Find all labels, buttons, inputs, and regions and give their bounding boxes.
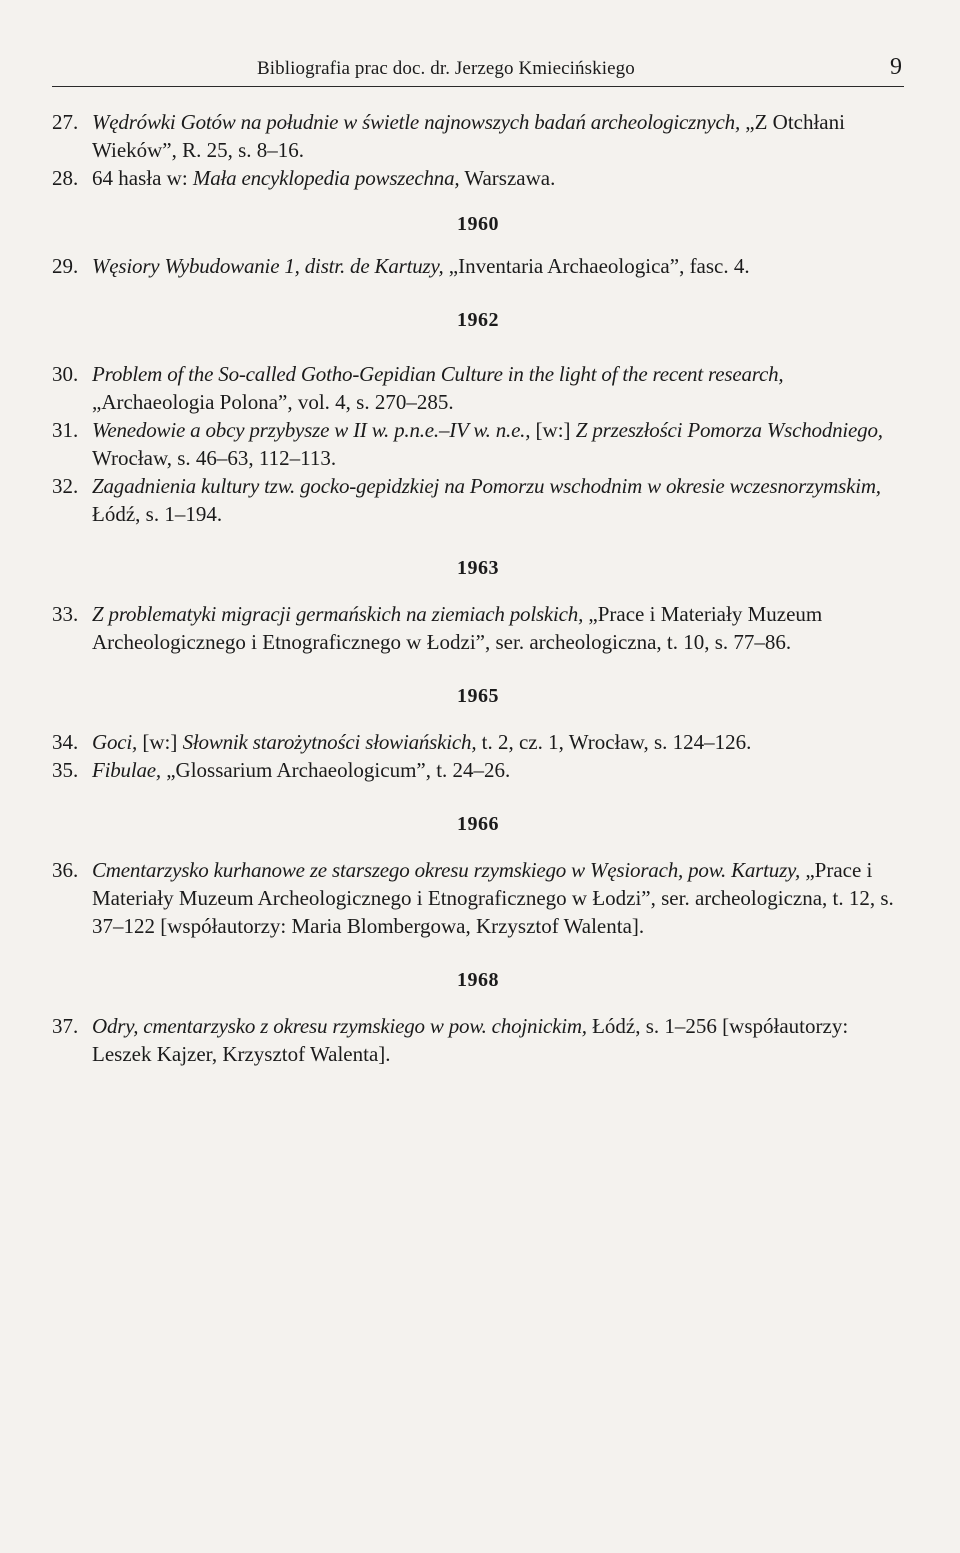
entry-details: „Z Otchłani Wieków”, R. 25, s. 8–16. bbox=[92, 110, 845, 162]
entry-title-secondary: Z przeszłości Pomorza Wschodniego, bbox=[575, 418, 883, 442]
entry-title: Odry, cmentarzysko z okresu rzymskiego w pow. chojnickim, bbox=[92, 1014, 587, 1038]
entry-title-secondary: Słownik starożytności słowiańskich, bbox=[182, 730, 477, 754]
entry-title: Fibulae, bbox=[92, 758, 161, 782]
entry-details-secondary: t. 2, cz. 1, Wrocław, s. 124–126. bbox=[476, 730, 752, 754]
entry-prefix: 64 hasła w: bbox=[92, 166, 193, 190]
entry-number: 34. bbox=[52, 730, 79, 754]
year-heading-1965: 1965 bbox=[457, 685, 499, 707]
bibliography-entry-32 bbox=[52, 472, 904, 528]
entry-title: Goci, bbox=[92, 730, 138, 754]
entry-number: 27. bbox=[52, 110, 79, 134]
entry-number: 32. bbox=[52, 474, 79, 498]
entry-number: 37. bbox=[52, 1014, 79, 1038]
entry-details: „Inventaria Archaeologica”, fasc. 4. bbox=[443, 254, 750, 278]
entry-title: Wenedowie a obcy przybysze w II w. p.n.e.–IV w. n.e., bbox=[92, 418, 531, 442]
bibliography-entry-33 bbox=[52, 600, 904, 656]
entry-title: Zagadnienia kultury tzw. gocko-gepidzkiej na Pomorzu wschodnim w okresie wczesnorzymskim, bbox=[92, 474, 881, 498]
entry-title: Węsiory Wybudowanie 1, distr. de Kartuzy, bbox=[92, 254, 444, 278]
entry-number: 31. bbox=[52, 418, 79, 442]
entry-details: Łódź, s. 1–256 [współautorzy: Leszek Kajzer, Krzysztof Walenta]. bbox=[92, 1014, 849, 1066]
bibliography-entry-37 bbox=[52, 1012, 904, 1068]
year-heading-1960: 1960 bbox=[457, 213, 499, 235]
entry-title: Mała encyklopedia powszechna, bbox=[192, 166, 460, 190]
entry-number: 28. bbox=[52, 166, 79, 190]
bibliography-entry-36 bbox=[52, 856, 904, 940]
page-number: 9 bbox=[890, 54, 902, 80]
bibliography-entry-27 bbox=[52, 108, 904, 164]
entry-details: „Prace i Materiały Muzeum Archeologicznego i Etnograficznego w Łodzi”, ser. archeologiczna, t. 12, s. 37–122 [współautorzy: Maria Blombergowa, Krzysztof Walenta]. bbox=[92, 858, 894, 938]
entry-number: 29. bbox=[52, 254, 79, 278]
year-heading-1963: 1963 bbox=[457, 557, 499, 579]
bibliography-entry-29 bbox=[52, 252, 904, 280]
year-heading-1966: 1966 bbox=[457, 813, 499, 835]
bibliography-entry-31 bbox=[52, 416, 904, 472]
entry-details: „Glossarium Archaeologicum”, t. 24–26. bbox=[160, 758, 511, 782]
entry-title: Problem of the So-called Gotho-Gepidian Culture in the light of the recent research, bbox=[92, 362, 784, 386]
entry-number: 36. bbox=[52, 858, 79, 882]
entry-title: Z problematyki migracji germańskich na ziemiach polskich, bbox=[92, 602, 584, 626]
entry-details: „Prace i Materiały Muzeum Archeologicznego i Etnograficznego w Łodzi”, ser. archeologiczna, t. 10, s. 77–86. bbox=[92, 602, 823, 654]
bibliography-entry-34 bbox=[52, 728, 904, 756]
entry-details: [w:] bbox=[530, 418, 576, 442]
bibliography-entry-30 bbox=[52, 360, 904, 416]
year-heading-1968: 1968 bbox=[457, 969, 499, 991]
entry-number: 33. bbox=[52, 602, 79, 626]
year-heading-1962: 1962 bbox=[457, 309, 499, 331]
entry-details: [w:] bbox=[137, 730, 183, 754]
running-header bbox=[52, 54, 904, 87]
bibliography-entry-35 bbox=[52, 756, 904, 784]
entry-details-secondary: Wrocław, s. 46–63, 112–113. bbox=[92, 446, 337, 470]
entry-details: Warszawa. bbox=[459, 166, 556, 190]
bibliography-entry-28 bbox=[52, 164, 904, 192]
bibliography-list bbox=[52, 108, 904, 1068]
entry-details: Łódź, s. 1–194. bbox=[92, 502, 223, 526]
entry-title: Wędrówki Gotów na południe w świetle najnowszych badań archeologicznych, bbox=[92, 110, 740, 134]
entry-number: 35. bbox=[52, 758, 79, 782]
entry-number: 30. bbox=[52, 362, 79, 386]
entry-title: Cmentarzysko kurhanowe ze starszego okresu rzymskiego w Węsiorach, pow. Kartuzy, bbox=[92, 858, 801, 882]
header-title: Bibliografia prac doc. dr. Jerzego Kmiecińskiego bbox=[257, 58, 635, 79]
entry-details: „Archaeologia Polona”, vol. 4, s. 270–285. bbox=[92, 390, 454, 414]
